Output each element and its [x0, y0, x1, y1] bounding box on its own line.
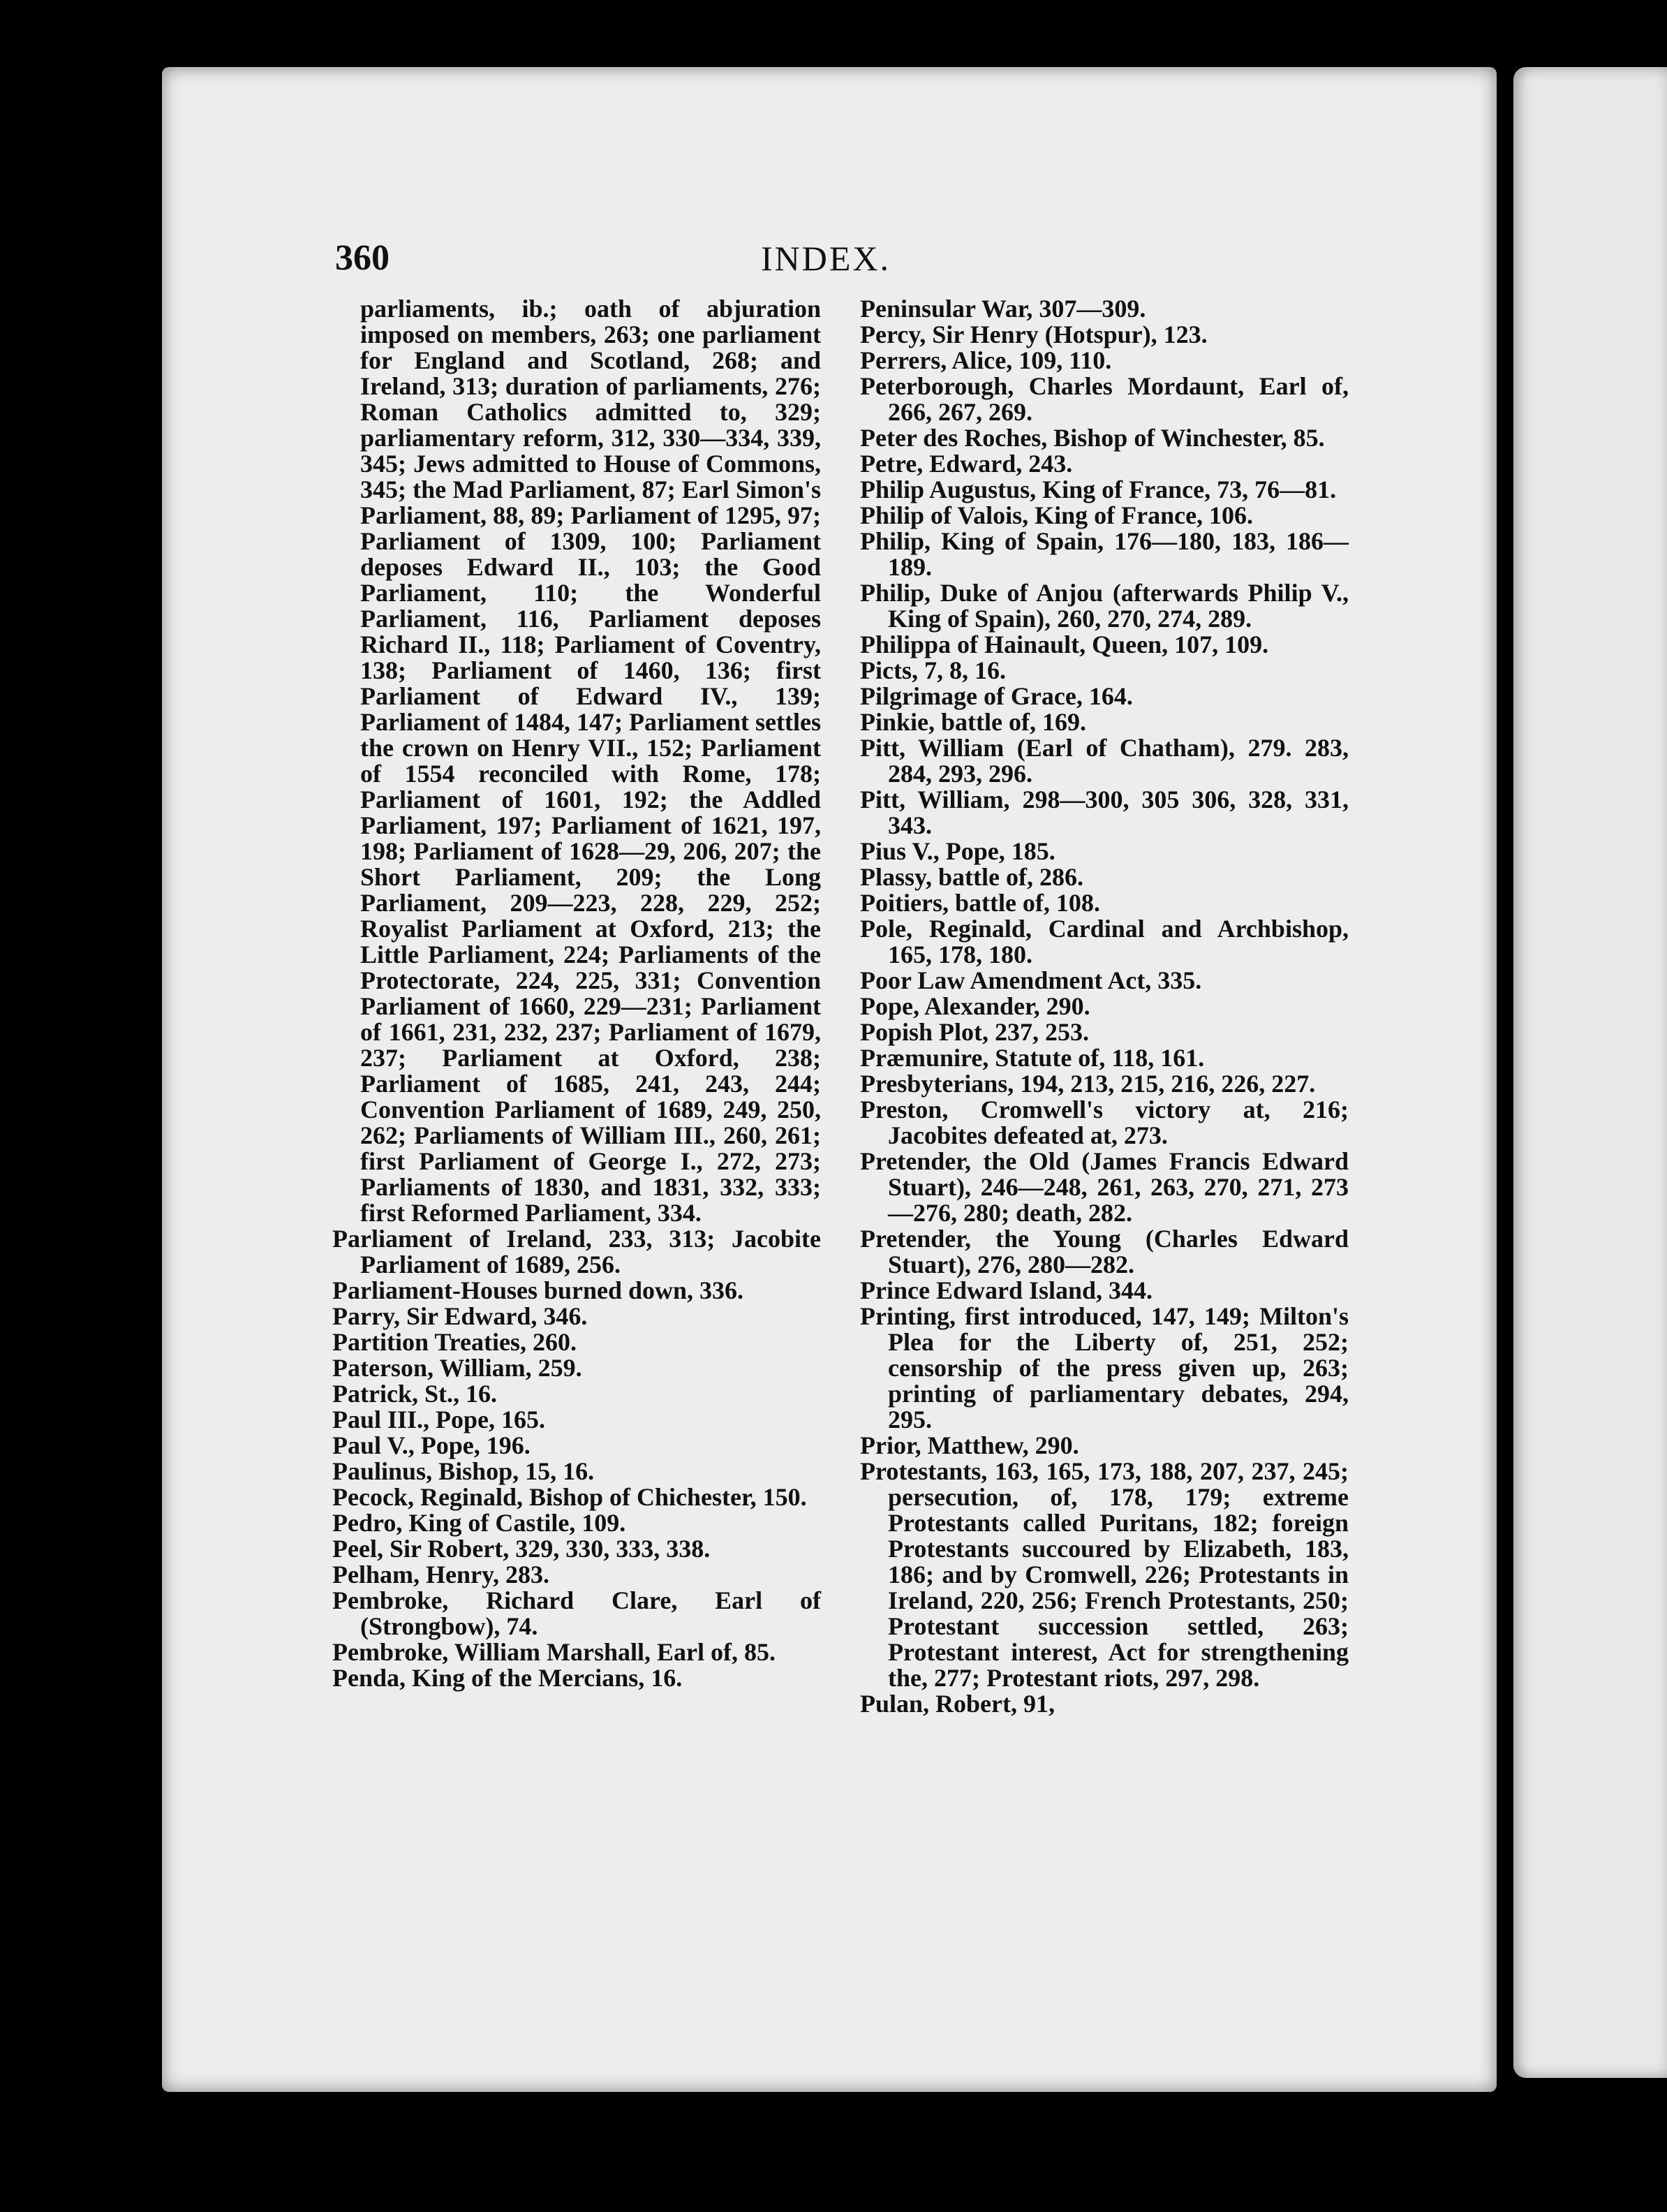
index-entry: Pelham, Henry, 283.	[332, 1561, 549, 1588]
index-entry: Peel, Sir Robert, 329, 330, 333, 338.	[332, 1535, 711, 1563]
index-entry: Philip Augustus, King of France, 73, 76—81.	[860, 475, 1337, 503]
index-entry: Pedro, King of Castile, 109.	[332, 1509, 626, 1537]
facing-page-edge	[1513, 67, 1667, 2078]
index-entry: Parliament-Houses burned down, 336.	[332, 1276, 744, 1304]
index-entry: Pecock, Reginald, Bishop of Chichester, 150.	[332, 1483, 807, 1511]
index-entry: Perrers, Alice, 109, 110.	[860, 346, 1112, 374]
index-entry: Preston, Cromwell's victory at, 216; Jacobites defeated at, 273.	[860, 1096, 1349, 1149]
index-entry: Peter des Roches, Bishop of Winchester, 85.	[860, 424, 1325, 452]
index-entry: Paulinus, Bishop, 15, 16.	[332, 1457, 595, 1485]
index-entry: Petre, Edward, 243.	[860, 450, 1073, 478]
index-entry: Pius V., Pope, 185.	[860, 837, 1055, 865]
index-entry: Parry, Sir Edward, 346.	[332, 1302, 588, 1330]
index-entry: Presbyterians, 194, 213, 215, 216, 226, 227.	[860, 1070, 1316, 1098]
index-column-right	[860, 296, 1349, 1717]
index-entry: Pole, Reginald, Cardinal and Archbishop, 165, 178, 180.	[860, 915, 1349, 968]
index-entry: Printing, first introduced, 147, 149; Milton's Plea for the Liberty of, 251, 252; censorship of the press given up, 263; printing of parliamentary debates, 294, 295.	[860, 1302, 1349, 1433]
index-entry: Peninsular War, 307—309.	[860, 295, 1146, 323]
index-entry: Peterborough, Charles Mordaunt, Earl of, 266, 267, 269.	[860, 372, 1349, 426]
running-title: INDEX.	[761, 239, 891, 278]
index-entry: Paul V., Pope, 196.	[332, 1431, 531, 1459]
index-entry: Poitiers, battle of, 108.	[860, 889, 1100, 917]
index-entry: Pinkie, battle of, 169.	[860, 708, 1086, 736]
index-entry: Prince Edward Island, 344.	[860, 1276, 1153, 1304]
index-entry: Philip of Valois, King of France, 106.	[860, 501, 1254, 529]
index-entry: Plassy, battle of, 286.	[860, 863, 1083, 891]
index-entry: Poor Law Amendment Act, 335.	[860, 966, 1202, 994]
index-entry: Pembroke, William Marshall, Earl of, 85.	[332, 1638, 776, 1666]
index-entry: Parliament of Ireland, 233, 313; Jacobite Parliament of 1689, 256.	[332, 1225, 821, 1278]
index-entry: Pilgrimage of Grace, 164.	[860, 682, 1133, 710]
index-entry: Pulan, Robert, 91,	[860, 1690, 1055, 1718]
index-entry: Pretender, the Young (Charles Edward Stuart), 276, 280—282.	[860, 1225, 1349, 1278]
index-entry: Philip, Duke of Anjou (afterwards Philip V., King of Spain), 260, 270, 274, 289.	[860, 579, 1349, 633]
index-entry: Patrick, St., 16.	[332, 1380, 497, 1408]
index-entry: Penda, King of the Mercians, 16.	[332, 1664, 683, 1692]
page-number: 360	[335, 238, 390, 278]
index-entry: Philippa of Hainault, Queen, 107, 109.	[860, 631, 1269, 658]
index-entry: Pitt, William (Earl of Chatham), 279. 283, 284, 293, 296.	[860, 734, 1349, 788]
index-entry: parliaments, ib.; oath of abjuration imposed on members, 263; one parliament for England and Scotland, 268; and Ireland, 313; duration of parliaments, 276; Roman Catholics admitted to, 329; parliamentary reform, 312, 330—334, 339, 345; Jews admitted to House of Commons, 345; the Mad Parliament, 87; Earl Simon's Parliament, 88, 89; Parliament of 1295, 97; Parliament of 1309, 100; Parliament deposes Edward II., 103; the Good Parliament, 110; the Wonderful Parliament, 116, Parliament deposes Richard II., 118; Parliament of Coventry, 138; Parliament of 1460, 136; first Parliament of Edward IV., 139; Parliament of 1484, 147; Parliament settles the crown on Henry VII., 152; Parliament of 1554 reconciled with Rome, 178; Parliament of 1601, 192; the Addled Parliament, 197; Parliament of 1621, 197, 198; Parliament of 1628—29, 206, 207; the Short Parliament, 209; the Long Parliament, 209—223, 228, 229, 252; Royalist Parliament at Oxford, 213; the Little Parliament, 224; Parliaments of the Protectorate, 224, 225, 331; Convention Parliament of 1660, 229—231; Parliament of 1661, 231, 232, 237; Parliament of 1679, 237; Parliament at Oxford, 238; Parliament of 1685, 241, 243, 244; Convention Parliament of 1689, 249, 250, 262; Parliaments of William III., 260, 261; first Parliament of George I., 272, 273; Parliaments of 1830, and 1831, 332, 333; first Reformed Parliament, 334.	[360, 295, 821, 1227]
index-entry: Philip, King of Spain, 176—180, 183, 186—189.	[860, 527, 1349, 581]
index-entry: Pitt, William, 298—300, 305 306, 328, 331, 343.	[860, 786, 1349, 839]
index-entry: Paul III., Pope, 165.	[332, 1406, 546, 1433]
index-entry: Percy, Sir Henry (Hotspur), 123.	[860, 320, 1208, 348]
index-entry: Paterson, William, 259.	[332, 1354, 582, 1382]
index-entry: Partition Treaties, 260.	[332, 1328, 577, 1356]
index-entry: Pembroke, Richard Clare, Earl of (Strongbow), 74.	[332, 1586, 821, 1640]
index-column-left	[332, 296, 821, 1691]
page-header	[335, 230, 1354, 286]
index-entry: Protestants, 163, 165, 173, 188, 207, 237, 245; persecution, of, 178, 179; extreme Protestants called Puritans, 182; foreign Protestants succoured by Elizabeth, 183, 186; and by Cromwell, 226; Protestants in Ireland, 220, 256; French Protestants, 250; Protestant succession settled, 263; Protestant interest, Act for strengthening the, 277; Protestant riots, 297, 298.	[860, 1457, 1349, 1692]
index-entry: Præmunire, Statute of, 118, 161.	[860, 1044, 1205, 1072]
index-entry: Picts, 7, 8, 16.	[860, 656, 1006, 684]
index-entry: Pretender, the Old (James Francis Edward Stuart), 246—248, 261, 263, 270, 271, 273—276, 280; death, 282.	[860, 1147, 1349, 1227]
index-entry: Pope, Alexander, 290.	[860, 992, 1090, 1020]
index-entry: Prior, Matthew, 290.	[860, 1431, 1079, 1459]
index-entry: Popish Plot, 237, 253.	[860, 1018, 1090, 1046]
